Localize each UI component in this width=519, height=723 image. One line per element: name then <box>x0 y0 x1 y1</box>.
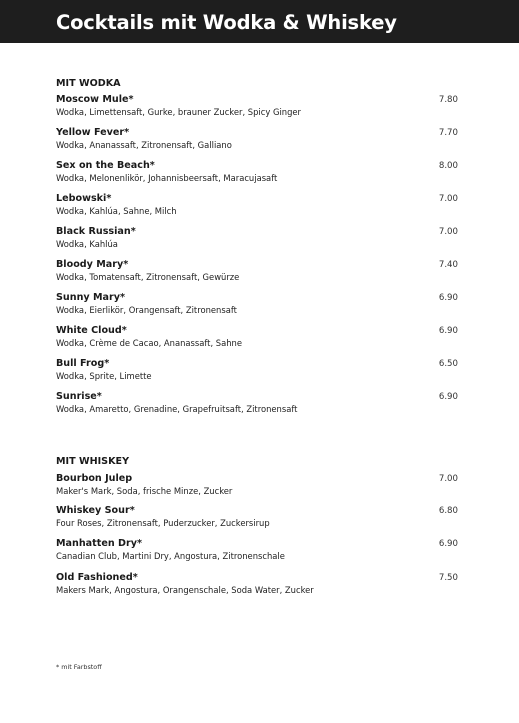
item-price: 7.70 <box>438 128 458 138</box>
menu-item-sex-on-the-beach <box>56 160 460 186</box>
menu-item-whiskey-sour <box>56 505 460 531</box>
item-name: Sunrise* <box>56 391 102 402</box>
menu-item-white-cloud <box>56 325 460 351</box>
menu-item-bull-frog <box>56 358 460 384</box>
header-bar <box>0 0 519 43</box>
item-price: 6.80 <box>438 506 458 516</box>
item-price: 7.80 <box>438 95 458 105</box>
item-name: White Cloud* <box>56 325 127 336</box>
item-name: Bull Frog* <box>56 358 110 369</box>
item-description: Wodka, Ananassaft, Zitronensaft, Galliano <box>56 140 232 150</box>
item-description: Wodka, Kahlúa <box>56 239 118 249</box>
item-name: Bloody Mary* <box>56 259 129 270</box>
item-name: Old Fashioned* <box>56 572 138 583</box>
section-heading-wodka: MIT WODKA <box>56 78 121 89</box>
menu-item-sunrise <box>56 391 460 417</box>
item-description: Wodka, Limettensaft, Gurke, brauner Zucker, Spicy Ginger <box>56 107 301 117</box>
item-name: Moscow Mule* <box>56 94 134 105</box>
item-price: 7.00 <box>438 194 458 204</box>
item-description: Wodka, Crème de Cacao, Ananassaft, Sahne <box>56 338 243 348</box>
section-heading-whiskey: MIT WHISKEY <box>56 456 130 467</box>
item-name: Yellow Fever* <box>56 127 130 138</box>
item-description: Wodka, Eierlikör, Orangensaft, Zitronensaft <box>56 305 237 315</box>
item-description: Wodka, Kahlúa, Sahne, Milch <box>56 206 177 216</box>
menu-item-old-fashioned <box>56 572 460 598</box>
item-name: Manhatten Dry* <box>56 538 142 549</box>
menu-item-manhatten-dry <box>56 538 460 564</box>
footnote: * mit Farbstoff <box>56 663 102 671</box>
item-name: Whiskey Sour* <box>56 505 135 516</box>
item-price: 7.00 <box>438 474 458 484</box>
item-price: 8.00 <box>438 161 458 171</box>
item-description: Canadian Club, Martini Dry, Angostura, Zitronenschale <box>56 551 285 561</box>
menu-item-lebowski <box>56 193 460 219</box>
item-description: Makers Mark, Angostura, Orangenschale, Soda Water, Zucker <box>56 585 314 595</box>
menu-item-yellow-fever <box>56 127 460 153</box>
item-description: Four Roses, Zitronensaft, Puderzucker, Zuckersirup <box>56 518 270 528</box>
menu-item-black-russian <box>56 226 460 252</box>
item-price: 7.00 <box>438 227 458 237</box>
menu-item-moscow-mule <box>56 94 460 120</box>
item-price: 6.50 <box>438 359 458 369</box>
item-price: 7.50 <box>438 573 458 583</box>
item-description: Wodka, Amaretto, Grenadine, Grapefruitsaft, Zitronensaft <box>56 404 298 414</box>
menu-item-sunny-mary <box>56 292 460 318</box>
menu-item-bloody-mary <box>56 259 460 285</box>
item-name: Black Russian* <box>56 226 136 237</box>
item-description: Wodka, Sprite, Limette <box>56 371 152 381</box>
item-price: 6.90 <box>438 392 458 402</box>
item-name: Bourbon Julep <box>56 473 133 484</box>
item-description: Maker's Mark, Soda, frische Minze, Zucker <box>56 486 233 496</box>
item-name: Sunny Mary* <box>56 292 126 303</box>
item-description: Wodka, Tomatensaft, Zitronensaft, Gewürze <box>56 272 240 282</box>
item-price: 6.90 <box>438 293 458 303</box>
item-price: 6.90 <box>438 539 458 549</box>
item-description: Wodka, Melonenlikör, Johannisbeersaft, Maracujasaft <box>56 173 278 183</box>
item-price: 6.90 <box>438 326 458 336</box>
menu-item-bourbon-julep <box>56 473 460 499</box>
page-title: Cocktails mit Wodka & Whiskey <box>56 11 397 34</box>
item-name: Lebowski* <box>56 193 112 204</box>
item-name: Sex on the Beach* <box>56 160 155 171</box>
item-price: 7.40 <box>438 260 458 270</box>
